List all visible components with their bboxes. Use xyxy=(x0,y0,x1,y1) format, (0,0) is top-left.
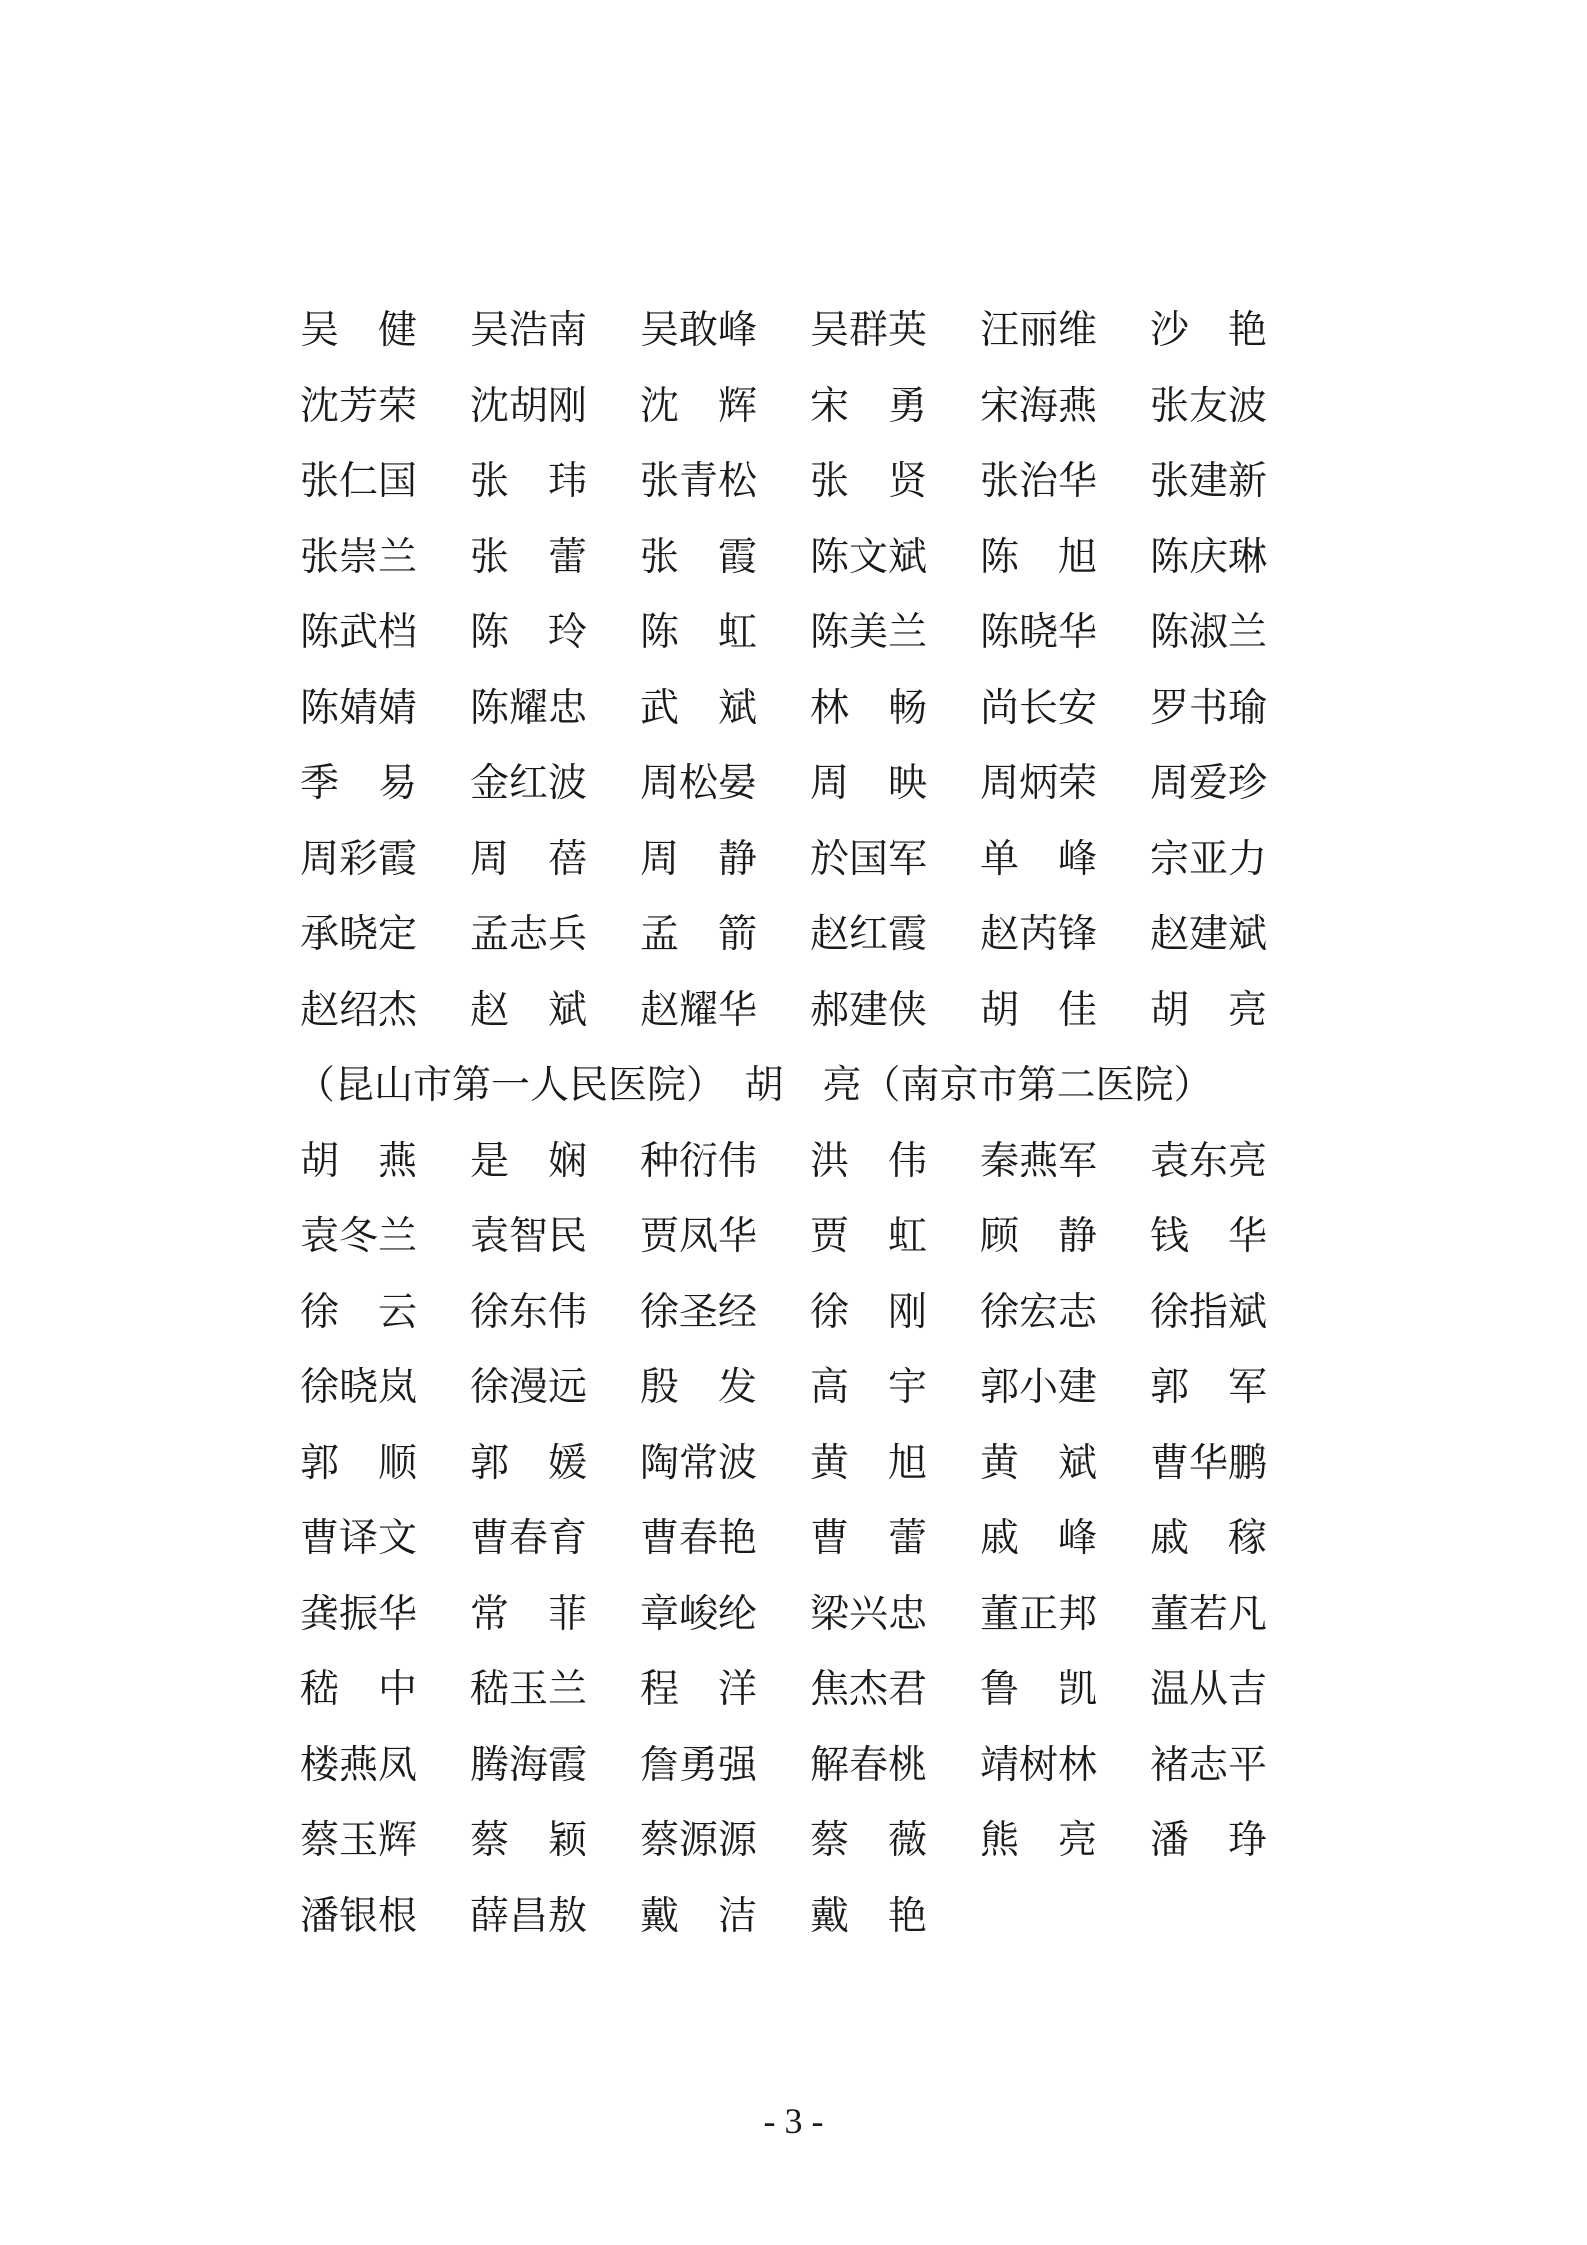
person-name: 熊 亮 xyxy=(980,1818,1098,1864)
name-row xyxy=(300,973,1320,1049)
person-name: 戚 峰 xyxy=(980,1516,1098,1562)
person-name: 徐东伟 xyxy=(470,1289,588,1335)
person-name: 赵红霞 xyxy=(810,912,928,958)
person-name: 周 映 xyxy=(810,761,928,807)
person-name: 曹 蕾 xyxy=(810,1516,928,1562)
person-name: 单 峰 xyxy=(980,836,1098,882)
page-number: - 3 - xyxy=(763,2101,824,2141)
person-name: 赵芮锋 xyxy=(980,912,1098,958)
person-name: 程 洋 xyxy=(640,1667,758,1713)
person-name: 蔡源源 xyxy=(640,1818,758,1864)
person-name: 张建新 xyxy=(1150,459,1268,505)
person-name: 徐晓岚 xyxy=(300,1365,418,1411)
person-name: 楼燕凤 xyxy=(300,1742,418,1788)
name-row xyxy=(300,1275,1320,1351)
person-name: 郭小建 xyxy=(980,1365,1098,1411)
name-row xyxy=(300,444,1320,520)
person-name: 赵建斌 xyxy=(1150,912,1268,958)
person-name: 张仁国 xyxy=(300,459,418,505)
person-name: 陈美兰 xyxy=(810,610,928,656)
person-name: 解春桃 xyxy=(810,1742,928,1788)
person-name: 周松晏 xyxy=(640,761,758,807)
person-name: 曹春育 xyxy=(470,1516,588,1562)
person-name: 吴浩南 xyxy=(470,308,588,354)
person-name: 徐 云 xyxy=(300,1289,418,1335)
person-name: 戴 洁 xyxy=(640,1893,758,1939)
person-name: 周 静 xyxy=(640,836,758,882)
person-name: 陈耀忠 xyxy=(470,685,588,731)
name-row xyxy=(300,1426,1320,1502)
person-name: 郭 媛 xyxy=(470,1440,588,1486)
person-name: 徐宏志 xyxy=(980,1289,1098,1335)
person-name: 戚 稼 xyxy=(1150,1516,1268,1562)
person-name: 周爱珍 xyxy=(1150,761,1268,807)
person-name: 徐圣经 xyxy=(640,1289,758,1335)
person-name: 陈婧婧 xyxy=(300,685,418,731)
person-name: 薛昌敖 xyxy=(470,1893,588,1939)
name-row xyxy=(300,1350,1320,1426)
name-row xyxy=(300,1577,1320,1653)
person-name: 林 畅 xyxy=(810,685,928,731)
person-name: 曹译文 xyxy=(300,1516,418,1562)
person-name: 徐指斌 xyxy=(1150,1289,1268,1335)
person-name: 殷 发 xyxy=(640,1365,758,1411)
name-row xyxy=(300,1803,1320,1879)
person-name: 沈胡刚 xyxy=(470,383,588,429)
name-row xyxy=(300,822,1320,898)
person-name: 周 蓓 xyxy=(470,836,588,882)
person-name: 陈晓华 xyxy=(980,610,1098,656)
person-name: 温从吉 xyxy=(1150,1667,1268,1713)
person-name: 陈 虹 xyxy=(640,610,758,656)
person-name: 鲁 凯 xyxy=(980,1667,1098,1713)
person-name: 梁兴忠 xyxy=(810,1591,928,1637)
person-name: 蔡玉辉 xyxy=(300,1818,418,1864)
person-name: 陶常波 xyxy=(640,1440,758,1486)
person-name: 宗亚力 xyxy=(1150,836,1268,882)
name-row xyxy=(300,671,1320,747)
person-name: 金红波 xyxy=(470,761,588,807)
person-name: 张崇兰 xyxy=(300,534,418,580)
person-name: 张 蕾 xyxy=(470,534,588,580)
person-name: 张 玮 xyxy=(470,459,588,505)
person-name: 蔡 薇 xyxy=(810,1818,928,1864)
person-name: 赵耀华 xyxy=(640,987,758,1033)
person-name: 龚振华 xyxy=(300,1591,418,1637)
person-name: 张 霞 xyxy=(640,534,758,580)
person-name: 沈芳荣 xyxy=(300,383,418,429)
person-name: 董正邦 xyxy=(980,1591,1098,1637)
person-name: 腾海霞 xyxy=(470,1742,588,1788)
person-name: 袁冬兰 xyxy=(300,1214,418,1260)
person-name: 承晓定 xyxy=(300,912,418,958)
person-name: 章峻纶 xyxy=(640,1591,758,1637)
person-name: 沈 辉 xyxy=(640,383,758,429)
person-name: 汪丽维 xyxy=(980,308,1098,354)
person-name: 郭 军 xyxy=(1150,1365,1268,1411)
person-name: 郭 顺 xyxy=(300,1440,418,1486)
person-name: 张友波 xyxy=(1150,383,1268,429)
name-row xyxy=(300,369,1320,445)
person-name: 顾 静 xyxy=(980,1214,1098,1260)
person-name: 宋海燕 xyxy=(980,383,1098,429)
person-name: 张 贤 xyxy=(810,459,928,505)
name-row xyxy=(300,520,1320,596)
person-name: 胡 佳 xyxy=(980,987,1098,1033)
person-name: 陈庆琳 xyxy=(1150,534,1268,580)
name-row xyxy=(300,293,1320,369)
name-row xyxy=(300,897,1320,973)
person-name: 赵绍杰 xyxy=(300,987,418,1033)
person-name: 吴群英 xyxy=(810,308,928,354)
person-name: 嵇玉兰 xyxy=(470,1667,588,1713)
person-name: 季 易 xyxy=(300,761,418,807)
person-name: 詹勇强 xyxy=(640,1742,758,1788)
person-name: 钱 华 xyxy=(1150,1214,1268,1260)
person-name: 洪 伟 xyxy=(810,1138,928,1184)
person-name: 胡 燕 xyxy=(300,1138,418,1184)
person-name: 曹春艳 xyxy=(640,1516,758,1562)
person-name: 嵇 中 xyxy=(300,1667,418,1713)
person-name: 周炳荣 xyxy=(980,761,1098,807)
person-name: 陈 旭 xyxy=(980,534,1098,580)
person-name: 徐漫远 xyxy=(470,1365,588,1411)
person-name: 武 斌 xyxy=(640,685,758,731)
name-row xyxy=(300,1199,1320,1275)
name-row xyxy=(300,1124,1320,1200)
name-row xyxy=(300,595,1320,671)
person-name: 高 宇 xyxy=(810,1365,928,1411)
person-name: 陈淑兰 xyxy=(1150,610,1268,656)
person-name: 潘银根 xyxy=(300,1893,418,1939)
person-name: 徐 刚 xyxy=(810,1289,928,1335)
name-list xyxy=(296,293,1320,1954)
person-name: 秦燕军 xyxy=(980,1138,1098,1184)
person-name: 孟志兵 xyxy=(470,912,588,958)
name-row xyxy=(300,746,1320,822)
name-row xyxy=(300,1728,1320,1804)
person-name: 张治华 xyxy=(980,459,1098,505)
person-name: 袁智民 xyxy=(470,1214,588,1260)
person-name: 贾 虹 xyxy=(810,1214,928,1260)
person-name: 褚志平 xyxy=(1150,1742,1268,1788)
person-name: 董若凡 xyxy=(1150,1591,1268,1637)
person-name: 常 菲 xyxy=(470,1591,588,1637)
person-name: 戴 艳 xyxy=(810,1893,928,1939)
person-name: 是 娴 xyxy=(470,1138,588,1184)
person-name: 赵 斌 xyxy=(470,987,588,1033)
person-name: 周彩霞 xyxy=(300,836,418,882)
person-name: 胡 亮 xyxy=(1150,987,1268,1033)
name-row xyxy=(300,1652,1320,1728)
person-name: 吴敢峰 xyxy=(640,308,758,354)
person-name: 尚长安 xyxy=(980,685,1098,731)
person-name: 黄 旭 xyxy=(810,1440,928,1486)
name-row xyxy=(300,1879,1320,1955)
person-name: 蔡 颖 xyxy=(470,1818,588,1864)
person-name: 种衍伟 xyxy=(640,1138,758,1184)
person-name: 郝建侠 xyxy=(810,987,928,1033)
person-name: 陈 玲 xyxy=(470,610,588,656)
person-name: 张青松 xyxy=(640,459,758,505)
person-name: 陈武档 xyxy=(300,610,418,656)
name-row-hospital-note xyxy=(296,1048,1320,1124)
person-name: 曹华鹏 xyxy=(1150,1440,1268,1486)
person-name: 潘 琤 xyxy=(1150,1818,1268,1864)
name-row xyxy=(300,1501,1320,1577)
person-name: 袁东亮 xyxy=(1150,1138,1268,1184)
person-name: 陈文斌 xyxy=(810,534,928,580)
person-name: 焦杰君 xyxy=(810,1667,928,1713)
person-name: 宋 勇 xyxy=(810,383,928,429)
hospital-note-text: （昆山市第一人民医院） 胡 亮（南京市第二医院） xyxy=(296,1063,1213,1109)
person-name: 贾凤华 xyxy=(640,1214,758,1260)
person-name: 孟 箭 xyxy=(640,912,758,958)
person-name: 黄 斌 xyxy=(980,1440,1098,1486)
person-name: 沙 艳 xyxy=(1150,308,1268,354)
person-name: 於国军 xyxy=(810,836,928,882)
person-name: 靖树林 xyxy=(980,1742,1098,1788)
person-name: 吴 健 xyxy=(300,308,418,354)
person-name: 罗书瑜 xyxy=(1150,685,1268,731)
